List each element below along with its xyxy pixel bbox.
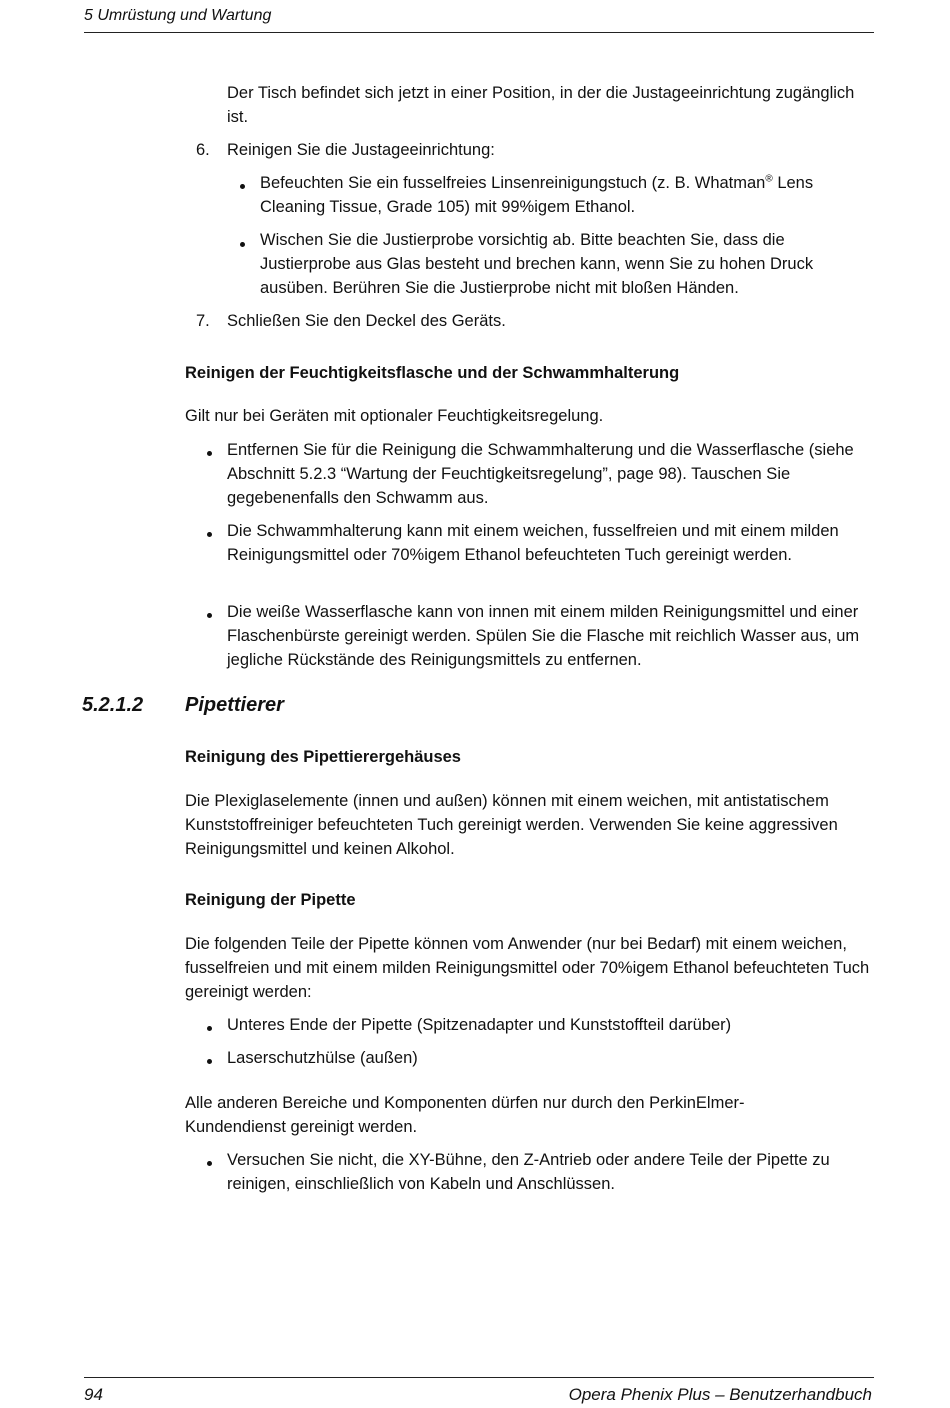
section-number: 5.2.1.2	[82, 694, 144, 716]
bullet-icon	[207, 532, 212, 537]
humidity-bullet-2: Die Schwammhalterung kann mit einem weichen, fusselfreien und mit einem milden Reinigungsmittel oder 70%igem Ethanol befeuchteten Tuch gereinigt werden.	[227, 522, 839, 564]
section-title: Pipettierer	[185, 694, 284, 716]
bullet-icon	[207, 613, 212, 618]
pipette-bullet-1: Unteres Ende der Pipette (Spitzenadapter und Kunststoffteil darüber)	[227, 1016, 732, 1034]
warning-bullet: Versuchen Sie nicht, die XY-Bühne, den Z-Antrieb oder andere Teile der Pipette zu reinigen, einschließlich von Kabeln und Anschlüssen.	[227, 1151, 830, 1193]
manual-title: Opera Phenix Plus – Benutzerhandbuch	[568, 1385, 872, 1404]
bullet-icon	[207, 1161, 212, 1166]
bullet-icon	[207, 1059, 212, 1064]
bullet-icon	[240, 242, 245, 247]
registered-mark: ®	[765, 173, 773, 185]
step7-number: 7.	[196, 312, 210, 330]
step6-bullet-1: Befeuchten Sie ein fusselfreies Linsenreinigungstuch (z. B. Whatman® Lens Cleaning Tissue, Grade 105) mit 99%igem Ethanol.	[260, 173, 814, 216]
humidity-intro: Gilt nur bei Geräten mit optionaler Feuchtigkeitsregelung.	[185, 407, 604, 425]
step6-number: 6.	[196, 141, 210, 159]
pipette-bullet-2: Laserschutzhülse (außen)	[227, 1049, 418, 1067]
running-header: 5 Umrüstung und Wartung	[84, 7, 272, 24]
other-components-text: Alle anderen Bereiche und Komponenten dürfen nur durch den PerkinElmer-Kundendienst gereinigt werden.	[185, 1094, 745, 1136]
humidity-bullet-3: Die weiße Wasserflasche kann von innen mit einem milden Reinigungsmittel und einer Flaschenbürste gereinigt werden. Spülen Sie die Flasche mit reichlich Wasser aus, um jegliche Rückstände des Reinigungsmittels zu entfernen.	[227, 603, 860, 669]
step5-continuation: Der Tisch befindet sich jetzt in einer Position, in der die Justageeinrichtung zugänglich ist.	[227, 84, 855, 126]
bullet-icon	[207, 451, 212, 456]
pipette-intro: Die folgenden Teile der Pipette können vom Anwender (nur bei Bedarf) mit einem weichen, fusselfreien und mit einem milden Reinigungsmittel oder 70%igem Ethanol befeuchteten Tuch gereinigt werden:	[185, 935, 870, 1001]
housing-heading: Reinigung des Pipettierergehäuses	[185, 748, 461, 766]
bullet-icon	[207, 1026, 212, 1031]
step6-bullet-2: Wischen Sie die Justierprobe vorsichtig ab. Bitte beachten Sie, dass die Justierprobe aus Glas besteht und brechen kann, wenn Sie zu hohen Druck ausüben. Berühren Sie die Justierprobe nicht mit bloßen Händen.	[260, 231, 814, 297]
bullet-icon	[240, 184, 245, 189]
page-number: 94	[84, 1385, 103, 1404]
footer-rule	[84, 1377, 874, 1378]
humidity-heading: Reinigen der Feuchtigkeitsflasche und der Schwammhalterung	[185, 364, 680, 382]
step7-text: Schließen Sie den Deckel des Geräts.	[227, 312, 506, 330]
humidity-bullet-1: Entfernen Sie für die Reinigung die Schwammhalterung und die Wasserflasche (siehe Abschnitt 5.2.3 “Wartung der Feuchtigkeitsregelung”, page 98). Tauschen Sie gegebenenfalls den Schwamm aus.	[227, 441, 854, 507]
step6-text: Reinigen Sie die Justageeinrichtung:	[227, 141, 495, 159]
housing-text: Die Plexiglaselemente (innen und außen) können mit einem weichen, mit antistatischem Kunststoffreiniger befeuchteten Tuch gereinigt werden. Verwenden Sie keine aggressiven Reinigungsmittel und keinen Alkohol.	[185, 792, 838, 858]
pipette-heading: Reinigung der Pipette	[185, 891, 356, 909]
header-rule	[84, 32, 874, 33]
